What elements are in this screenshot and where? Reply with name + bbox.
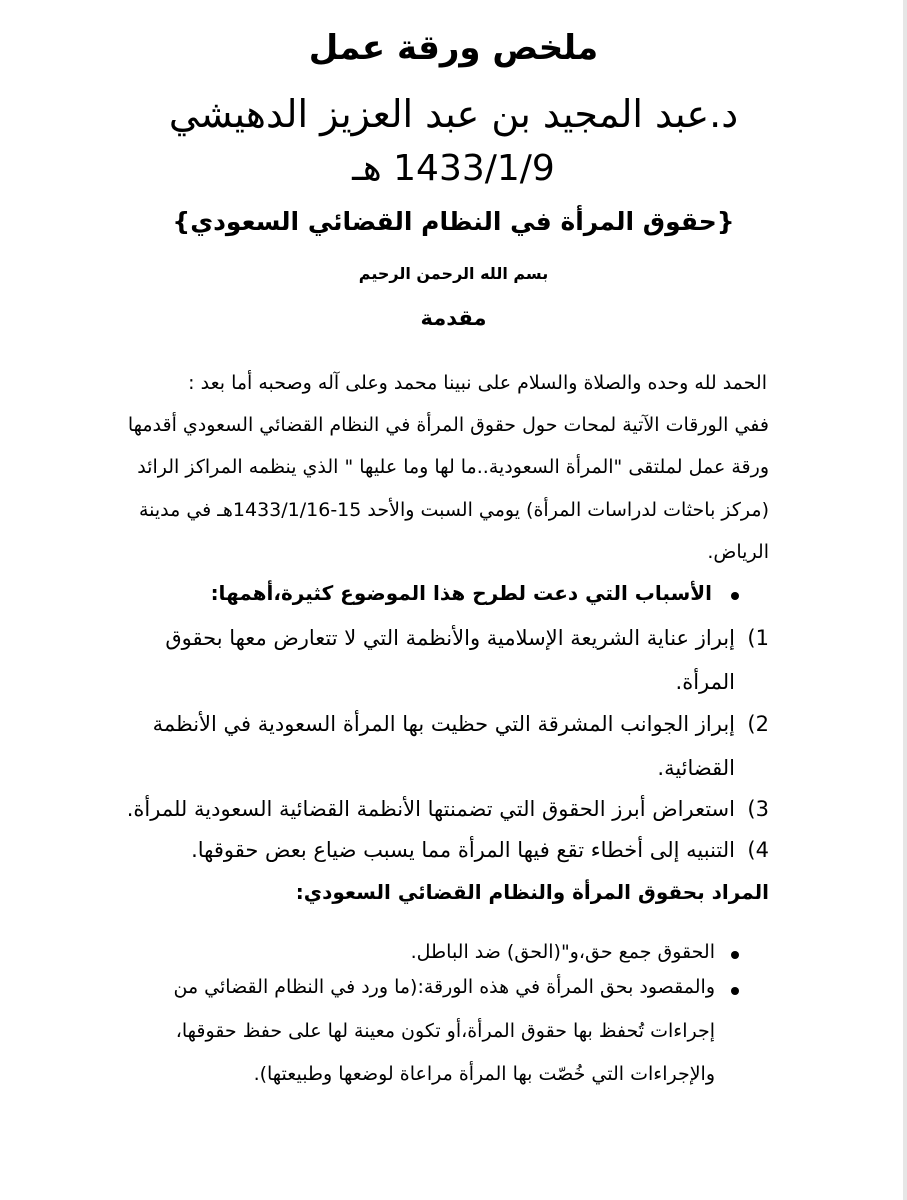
list-number-3: 3) — [747, 797, 769, 821]
document-title: ملخص ورقة عمل — [308, 28, 599, 68]
meaning-bullet-1: الحقوق جمع حق،و"(الحق) ضد الباطل. — [410, 941, 715, 963]
intro-line-5: الرياض. — [707, 541, 769, 563]
intro-line-4: (مركز باحثات لدراسات المرأة) يومي السبت والأحد 15-1433/1/16هـ في مدينة — [138, 499, 769, 521]
subject-title: {حقوق المرأة في النظام القضائي السعودي} — [172, 207, 735, 236]
list-number-1: 1) — [747, 626, 769, 650]
meaning-bullet-2-line-3: والإجراءات التي خُصّت بها المرأة مراعاة لوضعها وطبيعتها). — [253, 1063, 715, 1085]
reason-1-line-1: إبراز عناية الشريعة الإسلامية والأنظمة التي لا تتعارض معها بحقوق — [165, 626, 735, 650]
meaning-bullet-2-line-1: والمقصود بحق المرأة في هذه الورقة:(ما ورد في النظام القضائي من — [173, 976, 715, 998]
meaning-bullet-2-line-2: إجراءات تُحفظ بها حقوق المرأة،أو تكون معينة لها على حفظ حقوقها، — [175, 1020, 715, 1042]
reason-1-line-2: المرأة. — [675, 670, 735, 694]
reason-2-line-1: إبراز الجوانب المشرقة التي حظيت بها المرأة السعودية في الأنظمة — [152, 712, 735, 736]
basmala: بسم الله الرحمن الرحيم — [358, 264, 549, 283]
bullet-icon — [731, 987, 739, 995]
intro-line-2: ففي الورقات الآتية لمحات حول حقوق المرأة في النظام القضائي السعودي أقدمها — [127, 414, 769, 436]
list-number-4: 4) — [747, 838, 769, 862]
reasons-heading: الأسباب التي دعت لطرح هذا الموضوع كثيرة،أهمها: — [210, 581, 712, 605]
intro-line-1: الحمد لله وحده والصلاة والسلام على نبينا محمد وعلى آله وصحبه أما بعد : — [188, 372, 767, 394]
reason-4-line-1: التنبيه إلى أخطاء تقع فيها المرأة مما يسبب ضياع بعض حقوقها. — [191, 838, 735, 862]
bullet-icon — [731, 951, 739, 959]
list-number-2: 2) — [747, 712, 769, 736]
document-date: 1433/1/9 هـ — [352, 148, 555, 189]
section-heading: مقدمة — [420, 306, 487, 330]
reason-2-line-2: القضائية. — [657, 756, 735, 780]
author-name: د.عبد المجيد بن عبد العزيز الدهيشي — [168, 92, 739, 136]
intro-line-3: ورقة عمل لملتقى "المرأة السعودية..ما لها وما عليها " الذي ينظمه المراكز الرائد — [137, 456, 769, 478]
meaning-heading: المراد بحقوق المرأة والنظام القضائي السعودي: — [295, 880, 769, 904]
reason-3-line-1: استعراض أبرز الحقوق التي تضمنتها الأنظمة القضائية السعودية للمرأة. — [126, 797, 735, 821]
bullet-icon — [731, 592, 739, 600]
